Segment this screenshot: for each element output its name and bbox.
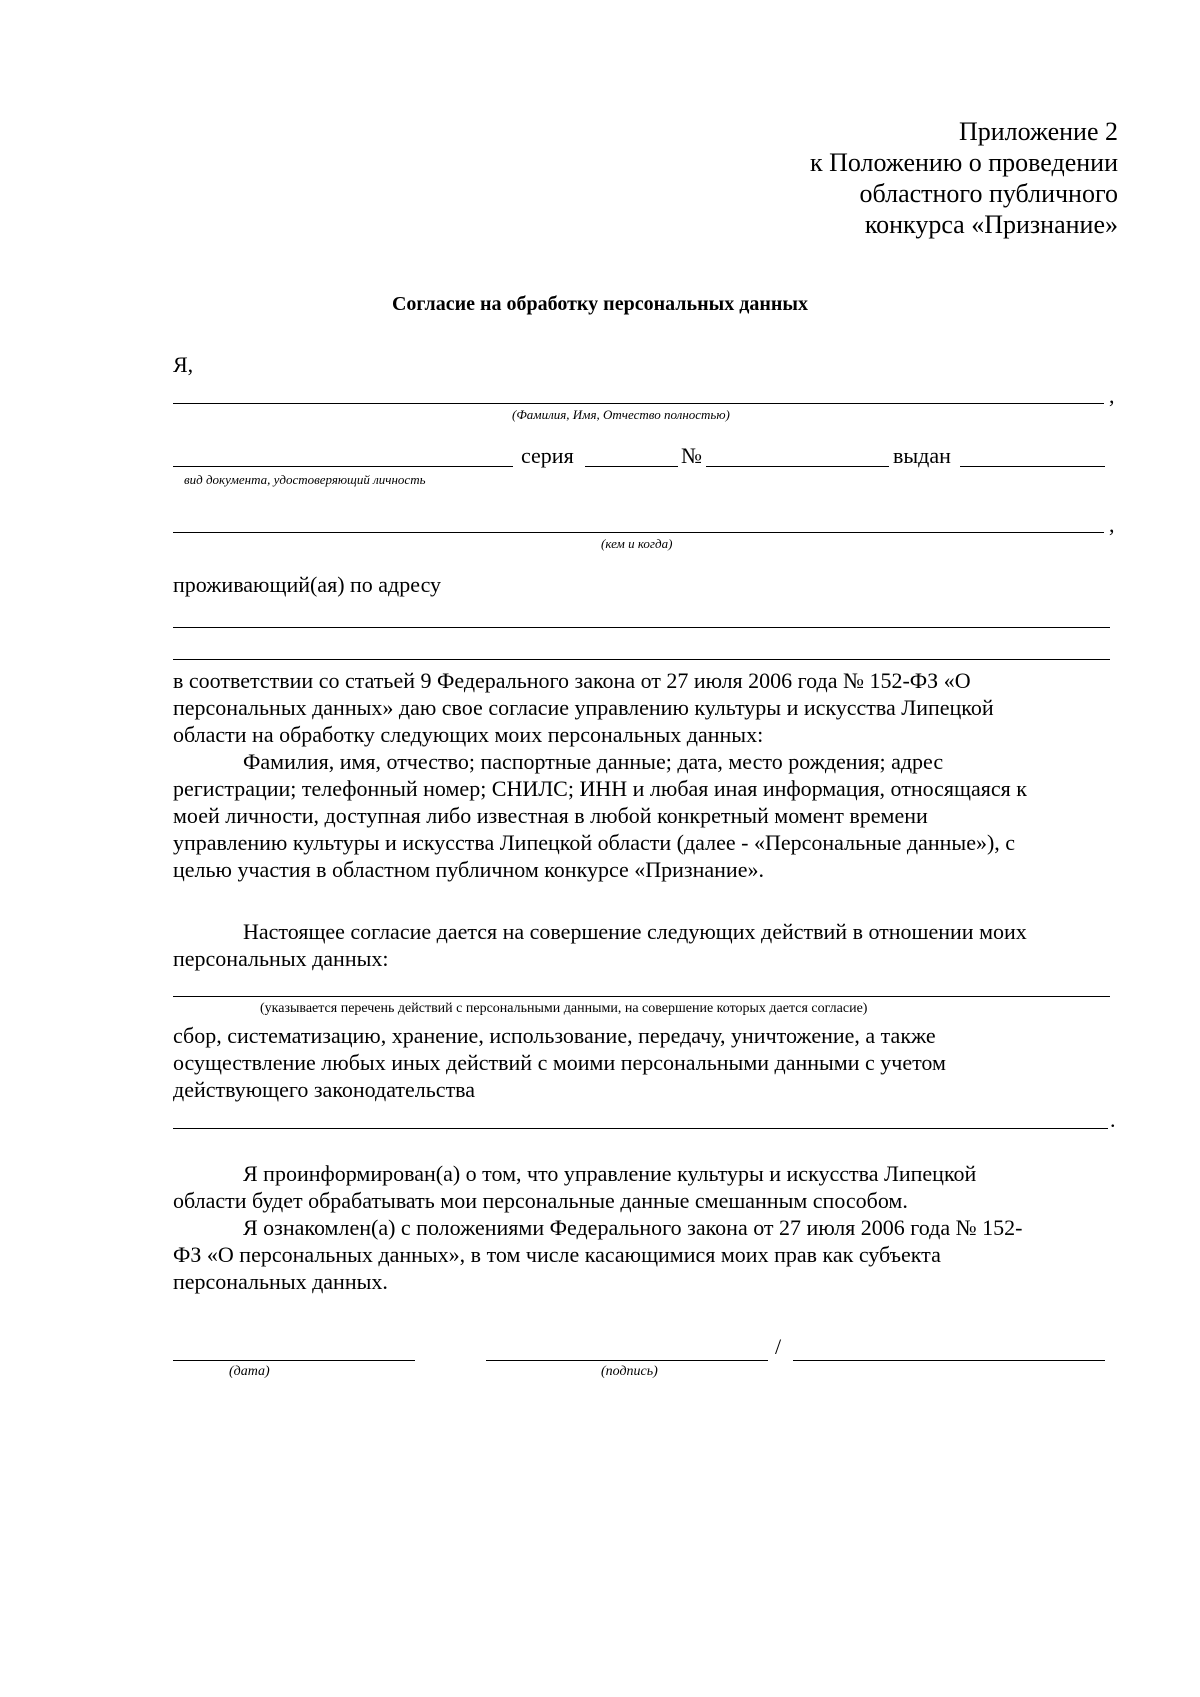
fio-field-line[interactable]	[173, 403, 1104, 404]
number-field-line[interactable]	[706, 466, 889, 467]
appendix-header	[810, 116, 1118, 240]
body3-line-3: Я ознакомлен(а) с положениями Федерального закона от 27 июля 2006 года № 152-	[243, 1215, 1023, 1240]
signature-caption: (подпись)	[601, 1364, 658, 1379]
appendix-line-4: конкурса «Признание»	[864, 210, 1118, 239]
address-label: проживающий(ая) по адресу	[173, 572, 442, 597]
appendix-line-1: Приложение 2	[958, 117, 1118, 146]
address-field-line-1[interactable]	[173, 627, 1110, 628]
address-field-line-2[interactable]	[173, 659, 1110, 660]
number-label: №	[681, 443, 702, 468]
issued-field-line[interactable]	[960, 466, 1105, 467]
fio-caption: (Фамилия, Имя, Отчество полностью)	[512, 407, 730, 422]
issued-by-caption: (кем и когда)	[601, 536, 673, 551]
actions-line-2: осуществление любых иных действий с моими персональными данными с учетом	[173, 1050, 946, 1075]
appendix-line-3: областного публичного	[859, 179, 1118, 208]
issued-label: выдан	[893, 443, 951, 468]
date-field-line[interactable]	[173, 1360, 415, 1361]
consent-paragraph-2	[173, 918, 1133, 972]
signature-slash: /	[775, 1334, 782, 1359]
doc-type-field-line[interactable]	[173, 466, 513, 467]
consent-paragraph-1	[173, 667, 1133, 883]
issued-by-comma: ,	[1109, 512, 1115, 537]
body2-line-1: Настоящее согласие дается на совершение следующих действий в отношении моих	[243, 919, 1027, 944]
body1-line-7: управлению культуры и искусства Липецкой области (далее - «Персональные данные»), с	[173, 830, 1016, 855]
appendix-line-2: к Положению о проведении	[809, 148, 1118, 177]
doc-type-caption: вид документа, удостоверяющий личность	[184, 472, 426, 487]
series-label: серия	[521, 443, 574, 468]
body1-line-4: Фамилия, имя, отчество; паспортные данные; дата, место рождения; адрес	[243, 749, 944, 774]
body1-line-5: регистрации; телефонный номер; СНИЛС; ИНН и любая иная информация, относящаяся к	[173, 776, 1027, 801]
fio-comma: ,	[1109, 383, 1115, 408]
actions-period: .	[1110, 1107, 1116, 1132]
body3-line-2: области будет обрабатывать мои персональные данные смешанным способом.	[173, 1188, 908, 1213]
actions-list	[173, 1022, 1133, 1103]
intro-label: Я,	[173, 352, 194, 377]
body1-line-6: моей личности, доступная либо известная в любой конкретный момент времени	[173, 803, 928, 828]
series-field-line[interactable]	[585, 466, 678, 467]
body1-line-1: в соответствии со статьей 9 Федерального закона от 27 июля 2006 года № 152-ФЗ «О	[173, 668, 971, 693]
actions-line-1: сбор, систематизацию, хранение, использование, передачу, уничтожение, а также	[173, 1023, 936, 1048]
body2-line-2: персональных данных:	[173, 946, 389, 971]
issued-by-field-line[interactable]	[173, 532, 1104, 533]
body3-line-4: ФЗ «О персональных данных», в том числе касающимися моих прав как субъекта	[173, 1242, 941, 1267]
body3-line-5: персональных данных.	[173, 1269, 388, 1294]
body1-line-8: целью участия в областном публичном конкурсе «Признание».	[173, 857, 764, 882]
actions-field-line[interactable]	[173, 996, 1110, 997]
body1-line-3: области на обработку следующих моих персональных данных:	[173, 722, 764, 747]
body1-line-2: персональных данных» даю свое согласие управлению культуры и искусства Липецкой	[173, 695, 994, 720]
body3-line-1: Я проинформирован(а) о том, что управление культуры и искусства Липецкой	[243, 1161, 977, 1186]
date-caption: (дата)	[229, 1364, 270, 1379]
name-decoding-field-line[interactable]	[793, 1360, 1105, 1361]
document-title: Согласие на обработку персональных данных	[391, 293, 808, 315]
actions-end-line[interactable]	[173, 1128, 1108, 1129]
actions-line-3: действующего законодательства	[173, 1077, 476, 1102]
signature-field-line[interactable]	[486, 1360, 768, 1361]
consent-paragraph-3	[173, 1160, 1133, 1295]
actions-caption: (указывается перечень действий с персональными данными, на совершение которых дается согласие)	[260, 1001, 868, 1016]
